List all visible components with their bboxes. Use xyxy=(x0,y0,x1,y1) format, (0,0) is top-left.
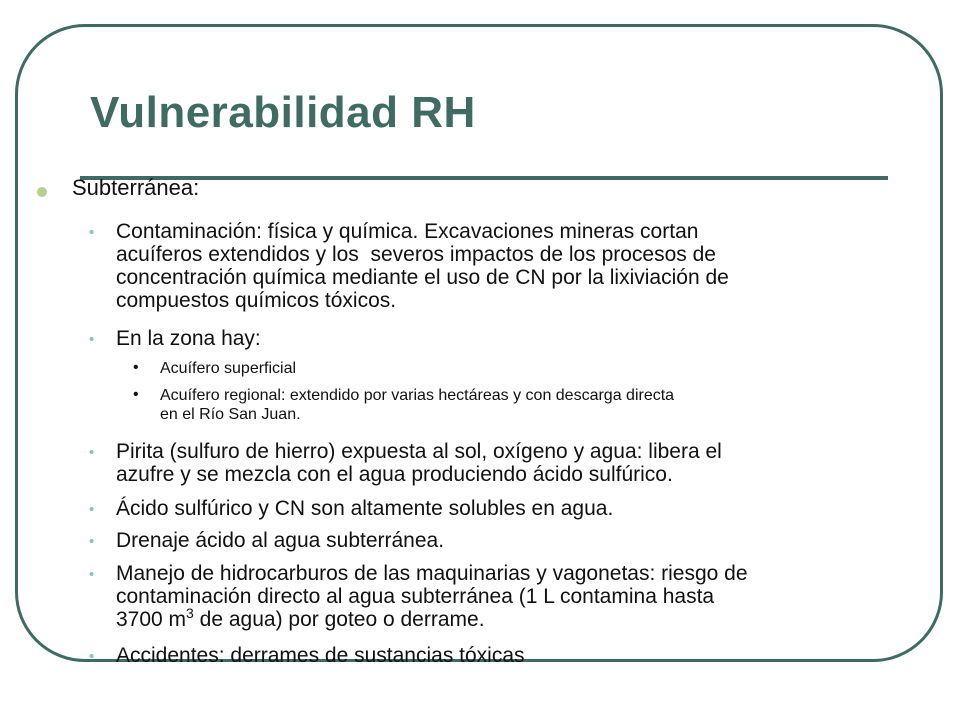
bullet-line: Manejo de hidrocarburos de las maquinarias y vagonetas: riesgo de xyxy=(116,562,748,585)
bullet-dot: • xyxy=(89,648,95,665)
bullet-dot xyxy=(37,187,47,197)
subbullet-line: Acuífero superficial xyxy=(160,360,297,377)
bullet-line: Drenaje ácido al agua subterránea. xyxy=(116,529,445,552)
bullet-line: Accidentes: derrames de sustancias tóxicas xyxy=(116,644,525,667)
bullet-item xyxy=(89,644,525,667)
subbullet-dot: • xyxy=(133,359,139,376)
bullet-line: Contaminación: física y química. Excavaciones mineras cortan xyxy=(116,220,699,243)
bullet-item xyxy=(89,562,748,631)
bullet-dot: • xyxy=(89,566,95,583)
bullet-line: concentración química mediante el uso de CN por la lixiviación de xyxy=(116,266,729,289)
level1-item xyxy=(72,175,199,201)
bullet-line: contaminación directo al agua subterránea (1 L contamina hasta xyxy=(116,585,715,608)
bullet-line: acuíferos extendidos y los severos impactos de los procesos de xyxy=(116,243,716,266)
subbullet-line: Acuífero regional: extendido por varias hectáreas y con descarga directa xyxy=(160,387,675,404)
bullet-item xyxy=(89,497,614,520)
bullet-dot: • xyxy=(89,501,95,518)
bullet-dot: • xyxy=(89,444,95,461)
bullet-dot: • xyxy=(89,331,95,348)
bullet-line: azufre y se mezcla con el agua produciendo ácido sulfúrico. xyxy=(116,463,673,486)
bullet-dot: • xyxy=(89,224,95,241)
slide-title: Vulnerabilidad RH xyxy=(90,88,476,137)
bullet-line: Pirita (sulfuro de hierro) expuesta al sol, oxígeno y agua: libera el xyxy=(116,440,722,463)
subbullet-dot: • xyxy=(133,386,139,403)
bullet-line: En la zona hay: xyxy=(116,327,261,350)
bullet-dot: • xyxy=(89,533,95,550)
bullet-item xyxy=(89,327,261,350)
subbullet-item xyxy=(133,359,297,378)
subbullet-line: en el Río San Juan. xyxy=(160,406,301,423)
level1-label: Subterránea: xyxy=(72,175,200,200)
bullet-item xyxy=(89,440,722,486)
bullet-item xyxy=(89,529,445,552)
subbullet-item xyxy=(133,386,675,424)
bullet-item xyxy=(89,220,729,312)
bullet-line-with-superscript: 3700 $m^3$ de agua) por goteo o derrame. xyxy=(116,605,485,631)
bullet-line: compuestos químicos tóxicos. xyxy=(116,289,397,312)
bullet-line: Ácido sulfúrico y CN son altamente solubles en agua. xyxy=(116,497,614,520)
